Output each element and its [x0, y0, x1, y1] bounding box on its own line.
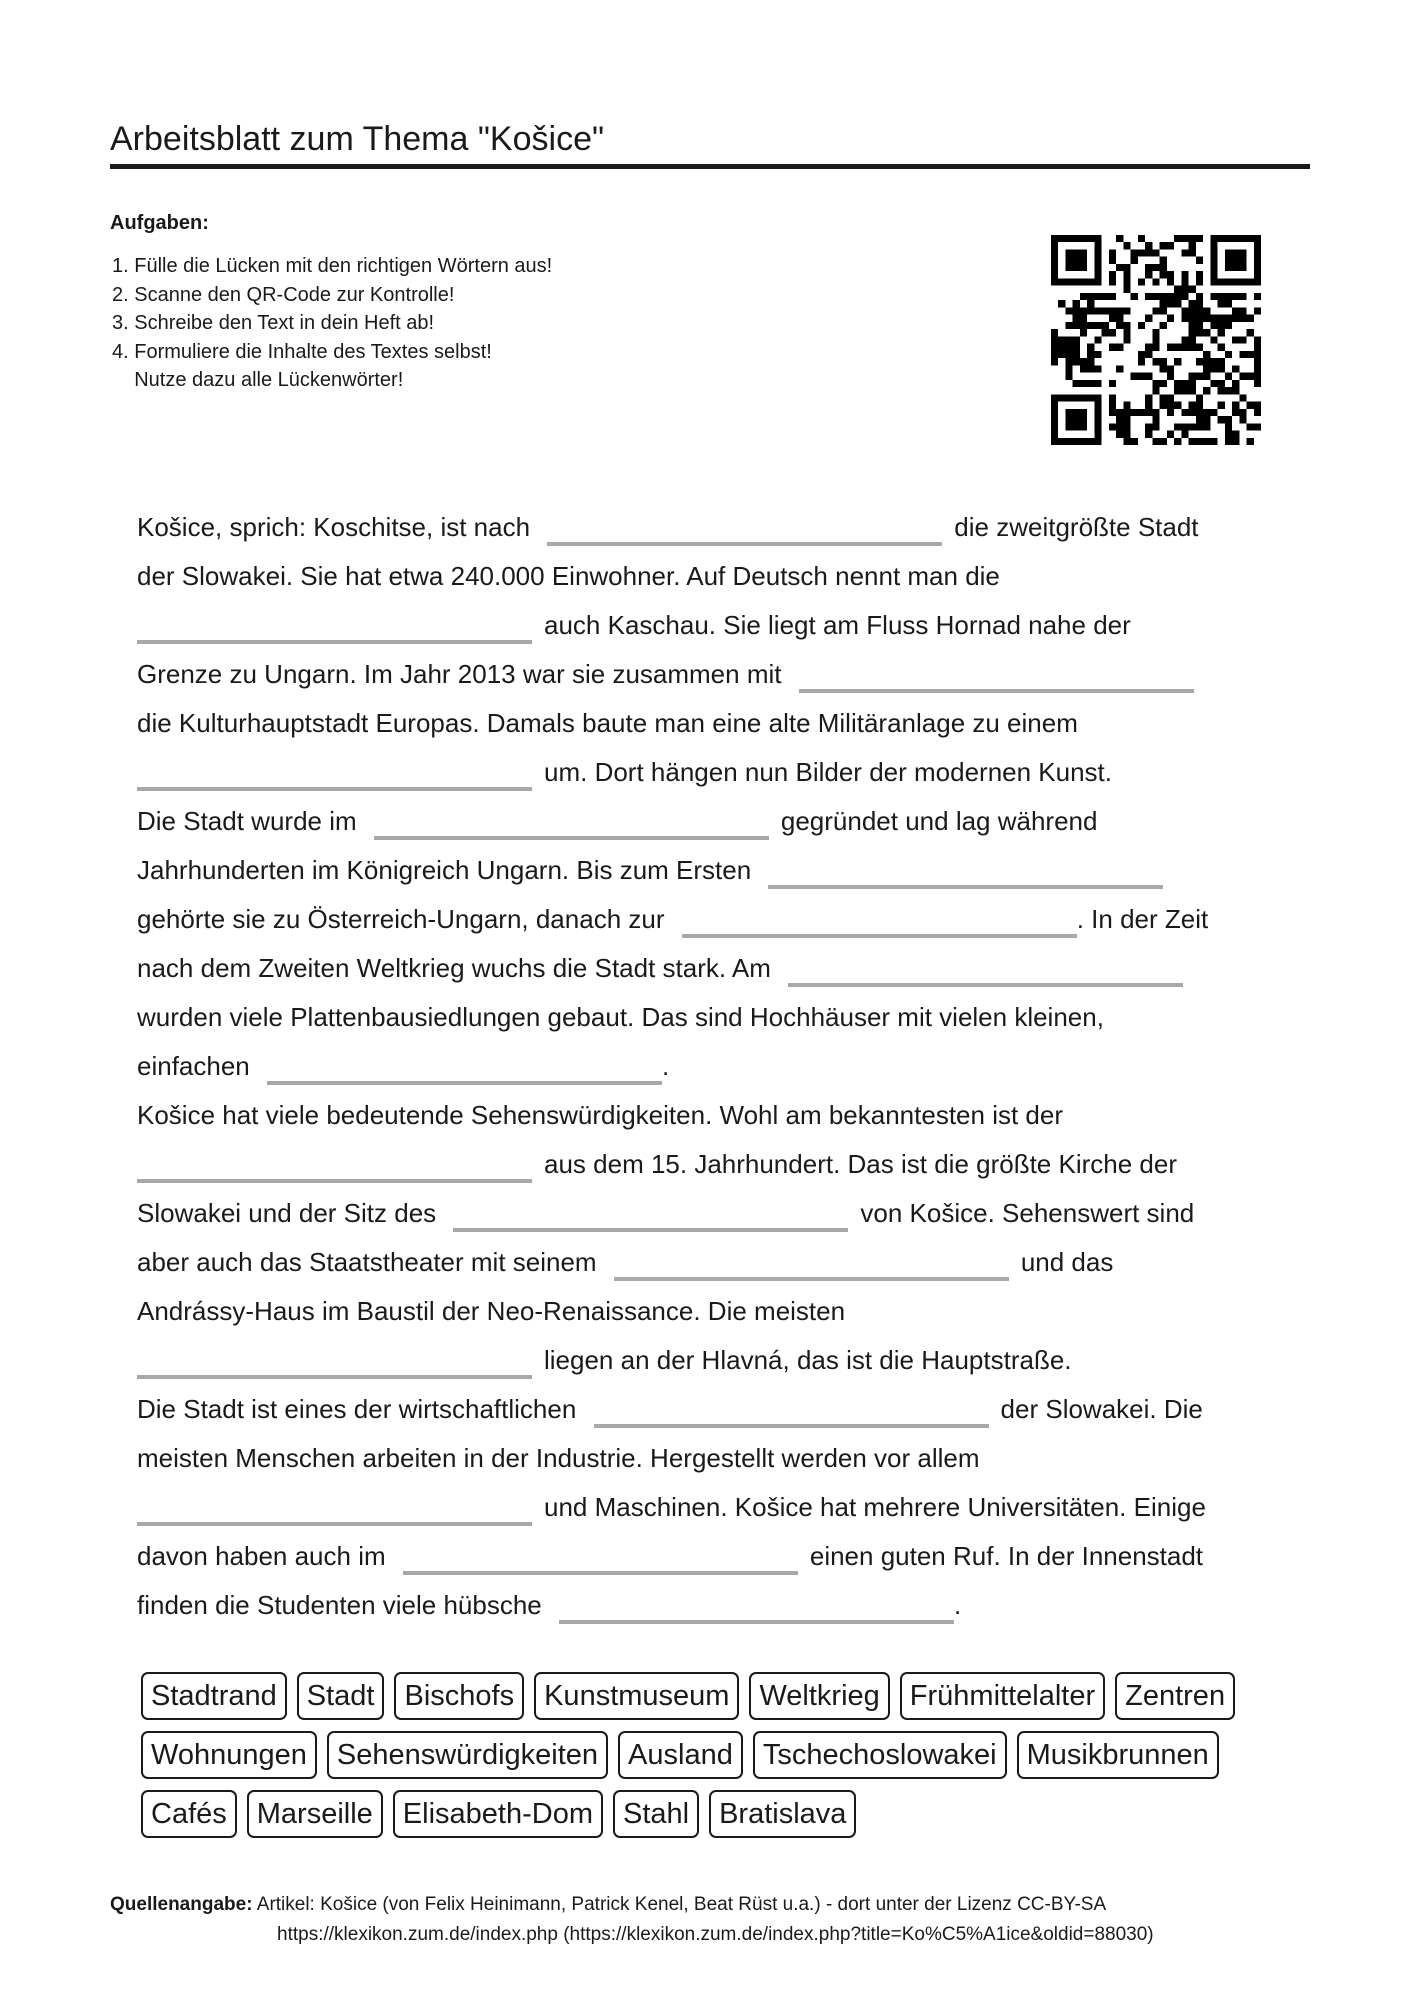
- word-chip[interactable]: Stadt: [297, 1672, 385, 1720]
- word-chip[interactable]: Bratislava: [709, 1790, 856, 1838]
- text-segment: Košice hat viele bedeutende Sehenswürdigkeiten. Wohl am bekanntesten ist der: [137, 1100, 1063, 1130]
- blank-field[interactable]: [614, 1247, 1009, 1281]
- text-segment: wurden viele Plattenbausiedlungen gebaut. Das sind Hochhäuser mit vielen kleinen,: [137, 1002, 1104, 1032]
- task-item: 3. Schreibe den Text in dein Heft ab!: [112, 312, 435, 334]
- text-segment: . In der Zeit: [1076, 904, 1209, 934]
- source-line: https://klexikon.zum.de/index.php (https://klexikon.zum.de/index.php?title=Ko%C5%A1ice&oldid=88030): [277, 1924, 1154, 1945]
- text-line: [137, 699, 1307, 748]
- blank-field[interactable]: [374, 806, 769, 840]
- word-chip[interactable]: Weltkrieg: [749, 1672, 889, 1720]
- text-segment: Jahrhunderten im Königreich Ungarn. Bis zum Ersten: [137, 855, 752, 885]
- word-chip[interactable]: Sehenswürdigkeiten: [327, 1731, 608, 1779]
- blank-field[interactable]: [137, 757, 532, 791]
- blank-field[interactable]: [453, 1198, 848, 1232]
- text-segment: aber auch das Staatstheater mit seinem: [137, 1247, 597, 1277]
- title-underline: [110, 164, 1310, 169]
- blank-field[interactable]: [137, 1149, 532, 1183]
- text-line: [137, 601, 1307, 650]
- word-chip[interactable]: Musikbrunnen: [1017, 1731, 1219, 1779]
- text-line: [137, 1140, 1307, 1189]
- word-bank-row: [141, 1731, 1311, 1779]
- text-line: [137, 552, 1307, 601]
- task-item: 1. Fülle die Lücken mit den richtigen Wörtern aus!: [112, 255, 553, 277]
- qr-code-icon: [1051, 235, 1261, 445]
- text-line: [137, 503, 1307, 552]
- text-segment: die Kulturhauptstadt Europas. Damals baute man eine alte Militäranlage zu einem: [137, 708, 1078, 738]
- text-segment: liegen an der Hlavná, das ist die Hauptstraße.: [544, 1345, 1072, 1375]
- text-segment: einfachen: [137, 1051, 250, 1081]
- blank-field[interactable]: [547, 512, 942, 546]
- text-line: [137, 797, 1307, 846]
- text-line: [137, 1434, 1307, 1483]
- source-line: Artikel: Košice (von Felix Heinimann, Patrick Kenel, Beat Rüst u.a.) - dort unter der Lizenz CC-BY-SA: [256, 1894, 1107, 1915]
- text-line: [137, 1483, 1307, 1532]
- text-segment: finden die Studenten viele hübsche: [137, 1590, 542, 1620]
- tasks-heading: Aufgaben:: [110, 212, 209, 234]
- text-line: [137, 1189, 1307, 1238]
- blank-field[interactable]: [137, 610, 532, 644]
- cloze-text: [137, 503, 1307, 1630]
- word-chip[interactable]: Stahl: [613, 1790, 699, 1838]
- blank-field[interactable]: [267, 1051, 662, 1085]
- blank-field[interactable]: [788, 953, 1183, 987]
- word-chip[interactable]: Zentren: [1115, 1672, 1235, 1720]
- text-line: [137, 944, 1307, 993]
- blank-field[interactable]: [137, 1345, 532, 1379]
- blank-field[interactable]: [594, 1394, 989, 1428]
- text-segment: Andrássy-Haus im Baustil der Neo-Renaissance. Die meisten: [137, 1296, 846, 1326]
- text-segment: der Slowakei. Sie hat etwa 240.000 Einwohner. Auf Deutsch nennt man die: [137, 561, 1000, 591]
- blank-field[interactable]: [403, 1541, 798, 1575]
- text-segment: Košice, sprich: Koschitse, ist nach: [137, 512, 531, 542]
- blank-field[interactable]: [137, 1492, 532, 1526]
- text-segment: einen guten Ruf. In der Innenstadt: [809, 1541, 1204, 1571]
- word-bank-row: [141, 1790, 1311, 1838]
- text-line: [137, 1385, 1307, 1434]
- text-line: [137, 1238, 1307, 1287]
- text-segment: .: [662, 1051, 670, 1081]
- text-segment: aus dem 15. Jahrhundert. Das ist die größte Kirche der: [544, 1149, 1177, 1179]
- text-segment: Die Stadt ist eines der wirtschaftlichen: [137, 1394, 577, 1424]
- task-item: Nutze dazu alle Lückenwörter!: [112, 369, 404, 391]
- word-chip[interactable]: Stadtrand: [141, 1672, 287, 1720]
- task-item: 2. Scanne den QR-Code zur Kontrolle!: [112, 283, 455, 306]
- text-segment: und Maschinen. Košice hat mehrere Universitäten. Einige: [544, 1492, 1206, 1522]
- text-segment: .: [954, 1590, 962, 1620]
- text-segment: Die Stadt wurde im: [137, 806, 357, 836]
- text-line: [137, 1042, 1307, 1091]
- source-label: Quellenangabe:: [110, 1894, 253, 1915]
- text-segment: auch Kaschau. Sie liegt am Fluss Hornad nahe der: [544, 610, 1131, 640]
- word-chip[interactable]: Kunstmuseum: [534, 1672, 739, 1720]
- word-chip[interactable]: Ausland: [618, 1731, 743, 1779]
- text-line: [137, 1091, 1307, 1140]
- text-line: [137, 1336, 1307, 1385]
- task-item: 4. Formuliere die Inhalte des Textes selbst!: [112, 340, 492, 363]
- text-segment: Grenze zu Ungarn. Im Jahr 2013 war sie zusammen mit: [137, 659, 782, 689]
- text-line: [137, 993, 1307, 1042]
- text-segment: gegründet und lag während: [780, 806, 1098, 836]
- word-chip[interactable]: Wohnungen: [141, 1731, 317, 1779]
- blank-field[interactable]: [682, 904, 1077, 938]
- word-chip[interactable]: Elisabeth-Dom: [393, 1790, 603, 1838]
- word-bank-row: [141, 1672, 1311, 1720]
- text-segment: der Slowakei. Die: [1000, 1394, 1203, 1424]
- word-bank: [141, 1672, 1311, 1849]
- text-segment: meisten Menschen arbeiten in der Industrie. Hergestellt werden vor allem: [137, 1443, 980, 1473]
- text-segment: um. Dort hängen nun Bilder der modernen Kunst.: [544, 757, 1113, 787]
- text-segment: gehörte sie zu Österreich-Ungarn, danach zur: [137, 904, 665, 934]
- text-segment: Slowakei und der Sitz des: [137, 1198, 437, 1228]
- tasks-list: [112, 252, 552, 395]
- text-line: [137, 650, 1307, 699]
- text-line: [137, 1581, 1307, 1630]
- blank-field[interactable]: [559, 1590, 954, 1624]
- source-note: [110, 1890, 1154, 1950]
- text-line: [137, 1287, 1307, 1336]
- text-line: [137, 1532, 1307, 1581]
- blank-field[interactable]: [768, 855, 1163, 889]
- word-chip[interactable]: Bischofs: [394, 1672, 524, 1720]
- word-chip[interactable]: Frühmittelalter: [900, 1672, 1105, 1720]
- text-segment: die zweitgrößte Stadt: [954, 512, 1199, 542]
- text-line: [137, 846, 1307, 895]
- text-line: [137, 895, 1307, 944]
- text-segment: von Košice. Sehenswert sind: [860, 1198, 1195, 1228]
- text-segment: und das: [1020, 1247, 1114, 1277]
- blank-field[interactable]: [799, 659, 1194, 693]
- text-line: [137, 748, 1307, 797]
- text-segment: davon haben auch im: [137, 1541, 386, 1571]
- text-segment: nach dem Zweiten Weltkrieg wuchs die Stadt stark. Am: [137, 953, 771, 983]
- word-chip[interactable]: Marseille: [247, 1790, 383, 1838]
- page-title: Arbeitsblatt zum Thema "Košice": [110, 120, 605, 158]
- word-chip[interactable]: Tschechoslowakei: [753, 1731, 1007, 1779]
- word-chip[interactable]: Cafés: [141, 1790, 237, 1838]
